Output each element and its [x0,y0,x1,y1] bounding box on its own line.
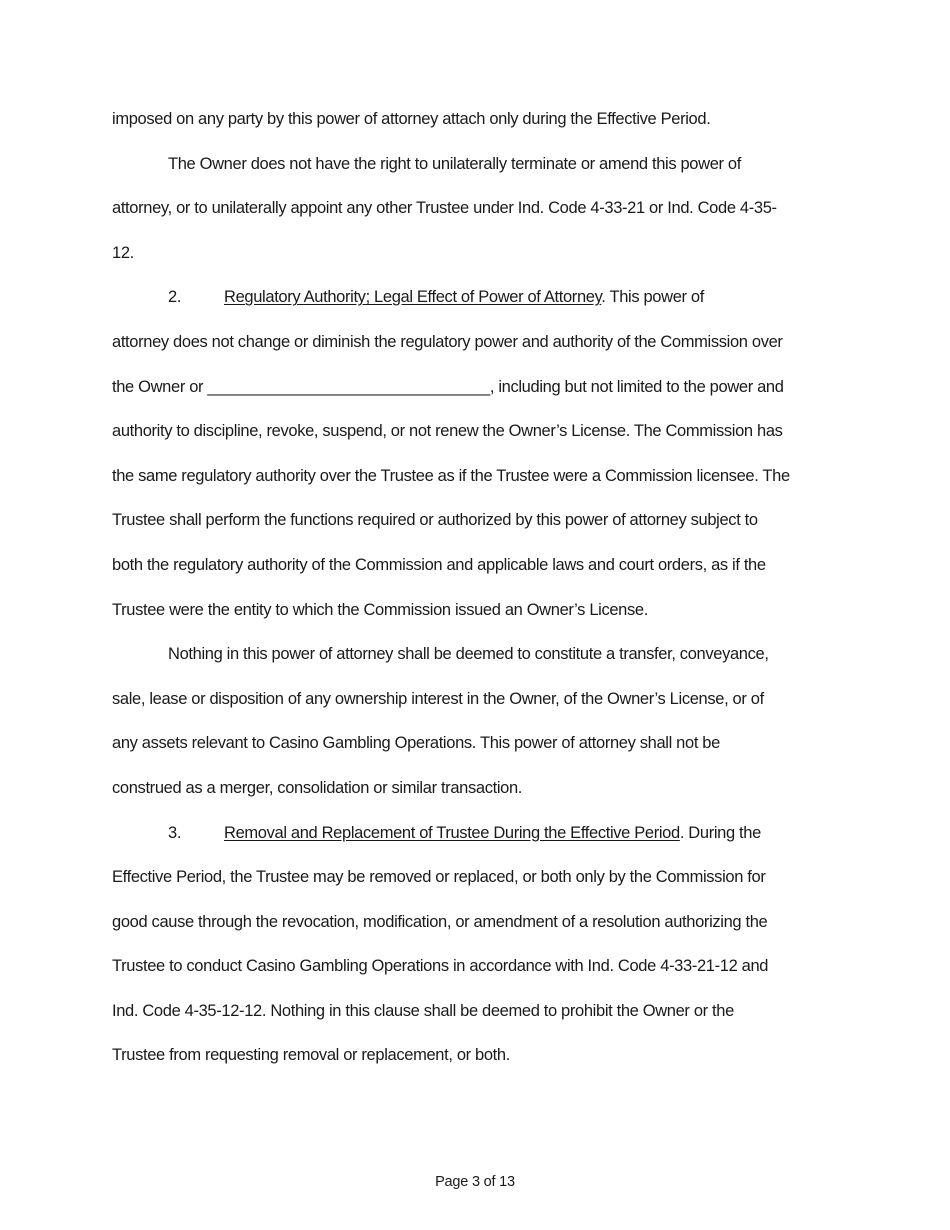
text-line: construed as a merger, consolidation or similar transaction. [112,778,523,797]
text-line: Trustee shall perform the functions required or authorized by this power of attorney subject to [112,511,758,530]
text-fragment: . This power of [601,288,704,307]
text-line: good cause through the revocation, modification, or amendment of a resolution authorizing the [112,912,768,931]
section-heading: Regulatory Authority; Legal Effect of Power of Attorney [224,288,602,307]
text-line: imposed on any party by this power of attorney attach only during the Effective Period. [112,110,711,128]
text-line: Trustee were the entity to which the Commission issued an Owner’s License. [112,600,648,619]
text-line: Nothing in this power of attorney shall be deemed to constitute a transfer, conveyance, [168,645,769,664]
section-number: 2. [168,288,182,307]
text-line: Effective Period, the Trustee may be removed or replaced, or both only by the Commission for [112,868,766,887]
text-line: Trustee from requesting removal or replacement, or both. [112,1046,510,1065]
section-heading: Removal and Replacement of Trustee During the Effective Period [224,823,680,842]
text-line: 12. [112,243,134,262]
text-line: attorney does not change or diminish the regulatory power and authority of the Commission over [112,332,783,351]
text-line: both the regulatory authority of the Commission and applicable laws and court orders, as if the [112,555,766,574]
text-line: sale, lease or disposition of any ownership interest in the Owner, of the Owner’s License, or of [112,689,764,708]
text-line: The Owner does not have the right to unilaterally terminate or amend this power of [168,154,741,173]
text-line: any assets relevant to Casino Gambling Operations. This power of attorney shall not be [112,734,720,753]
text-fragment: . During the [679,823,761,842]
text-line: Trustee to conduct Casino Gambling Operations in accordance with Ind. Code 4-33-21-12 and [112,957,769,976]
section-number: 3. [168,823,182,842]
page-number: Page 3 of 13 [435,1174,515,1190]
text-line-with-blank: the Owner or ________________________________, including but not limited to the power and [112,377,784,396]
text-line: attorney, or to unilaterally appoint any other Trustee under Ind. Code 4-33-21 or Ind. Code 4-35- [112,199,777,218]
section-2-heading-line [112,275,838,320]
text-line: authority to discipline, revoke, suspend, or not renew the Owner’s License. The Commission has [112,422,783,441]
text-line: Ind. Code 4-35-12-12. Nothing in this clause shall be deemed to prohibit the Owner or the [112,1001,734,1020]
section-3-heading-line [112,811,838,856]
text-line: the same regulatory authority over the Trustee as if the Trustee were a Commission licensee. The [112,466,790,485]
document-body [112,97,838,1078]
